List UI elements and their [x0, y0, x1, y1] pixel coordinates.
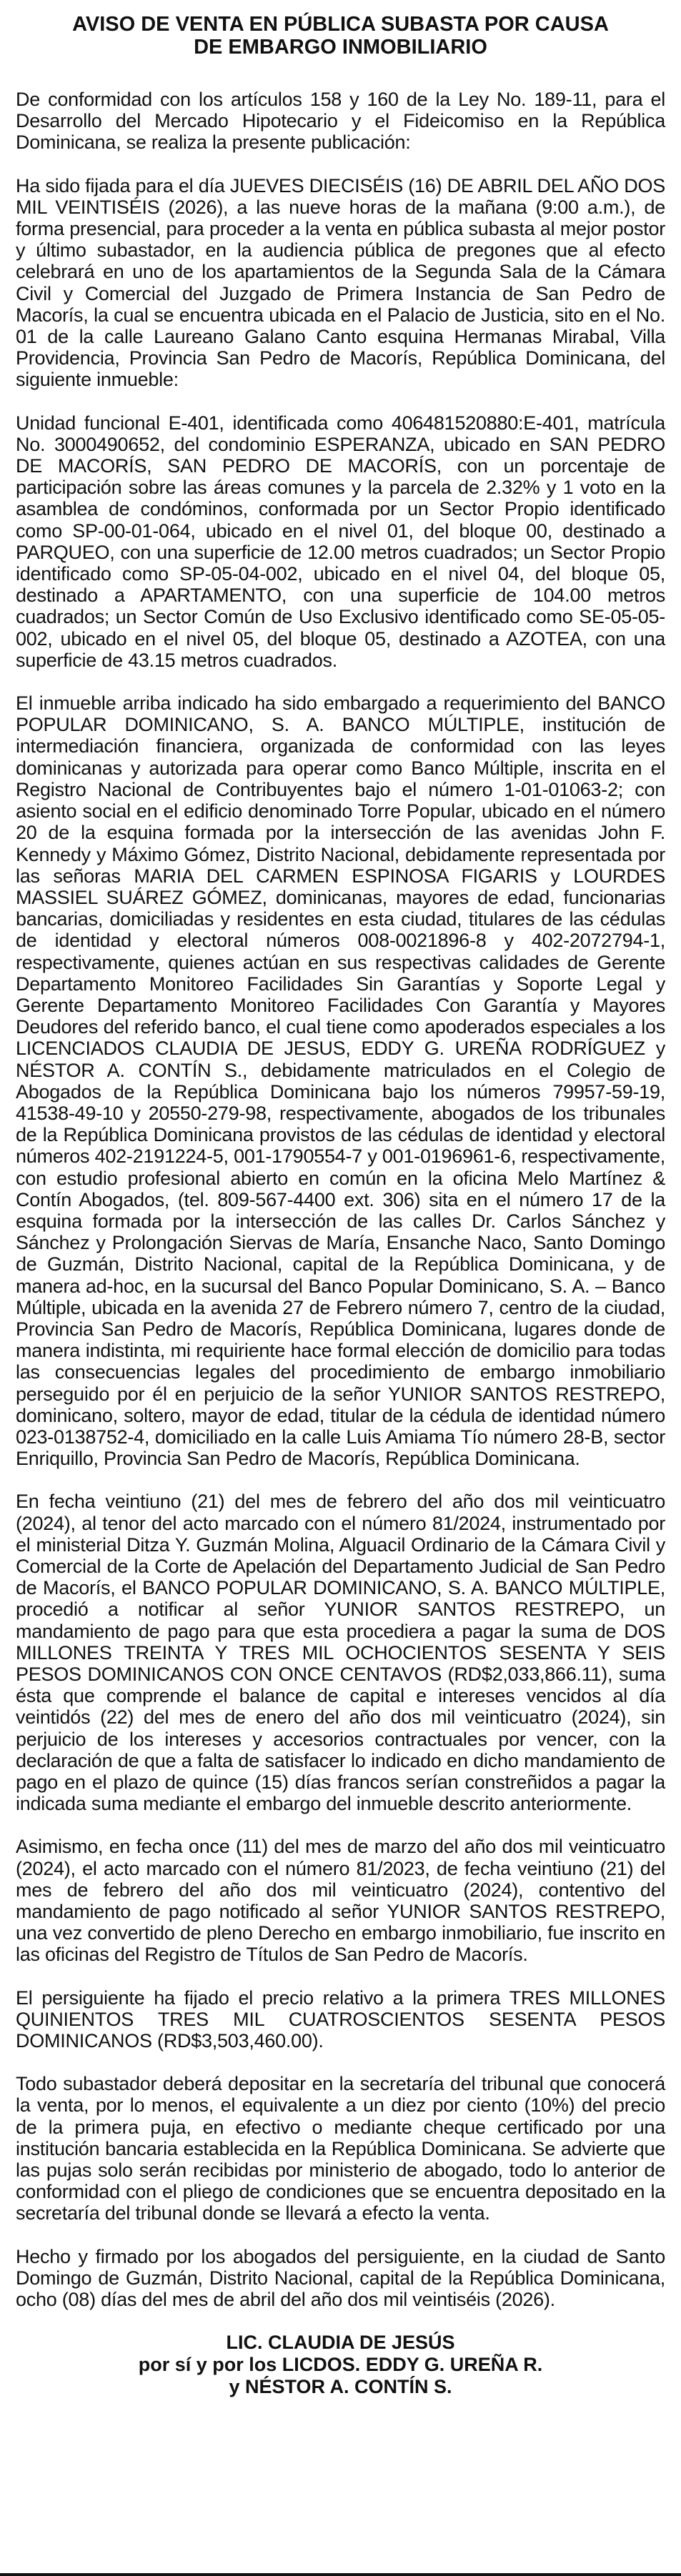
paragraph-starting-price: El persiguiente ha fijado el precio relativo a la primera TRES MILLONES QUINIENTOS TRES MIL CUATROSCIENTOS SESENTA PESOS DOMINICANOS (RD$3,503,460.00).: [16, 1986, 665, 2052]
notice-title: [16, 13, 665, 59]
paragraph-property-description: Unidad funcional E-401, identificada como 406481520880:E-401, matrícula No. 3000490652, del condominio ESPERANZA, ubicado en SAN PEDRO DE MACORÍS, SAN PEDRO DE MACORÍS, con un porcentaje de participación sobre las áreas comunes y la parcela de 2.32% y 1 voto en la asamblea de condóminos, conformada por un Sector Propio identificado como SP-00-01-064, ubicado en el nivel 01, del bloque 00, destinado a PARQUEO, con una superficie de 12.00 metros cuadrados; un Sector Propio identificado como SP-05-04-002, ubicado en el nivel 04, del bloque 05, destinado a APARTAMENTO, con una superficie de 104.00 metros cuadrados; un Sector Común de Uso Exclusivo identificado como SE-05-05-002, ubicado en el nivel 05, del bloque 05, destinado a AZOTEA, con una superficie de 43.15 metros cuadrados.: [16, 412, 665, 671]
signature-line-2: por sí y por los LICDOS. EDDY G. UREÑA R.: [138, 2354, 543, 2376]
paragraph-legal-basis: De conformidad con los artículos 158 y 160 de la Ley No. 189-11, para el Desarrollo del Mercado Hipotecario y el Fideicomiso en la República Dominicana, se realiza la presente publicación:: [16, 89, 665, 154]
signature-line-3: y NÉSTOR A. CONTÍN S.: [229, 2376, 452, 2398]
signature-line-1: LIC. CLAUDIA DE JESÚS: [226, 2332, 455, 2354]
paragraph-registration: Asimismo, en fecha once (11) del mes de marzo del año dos mil veinticuatro (2024), el acto marcado con el número 81/2023, de fecha veintiuno (21) del mes de febrero del año dos mil veinticuatro (2024), contentivo del mandamiento de pago notificado al señor YUNIOR SANTOS RESTREPO, una vez convertido de pleno Derecho en embargo inmobiliario, fue inscrito en las oficinas del Registro de Títulos de San Pedro de Macorís.: [16, 1836, 665, 1966]
notice-title-line-1: AVISO DE VENTA EN PÚBLICA SUBASTA POR CAUSA: [72, 13, 609, 36]
paragraph-auction-date: Ha sido fijada para el día JUEVES DIECISÉIS (16) DE ABRIL DEL AÑO DOS MIL VEINTISÉIS (2026), a las nueve horas de la mañana (9:00 a.m.), de forma presencial, para proceder a la venta en pública subasta al mejor postor y último subastador, en la audiencia pública de pregones que al efecto celebrará en uno de los apartamientos de la Segunda Sala de la Cámara Civil y Comercial del Juzgado de Primera Instancia de San Pedro de Macorís, la cual se encuentra ubicada en el Palacio de Justicia, sito en el No. 01 de la calle Laureano Galano Canto esquina Hermanas Mirabal, Villa Providencia, Provincia San Pedro de Macorís, República Dominicana, del siguiente inmueble:: [16, 174, 665, 391]
paragraph-signing-place-date: Hecho y firmado por los abogados del persiguiente, en la ciudad de Santo Domingo de Guzmán, Distrito Nacional, capital de la República Dominicana, ocho (08) días del mes de abril del año dos mil veintiséis (2026).: [16, 2245, 665, 2311]
paragraph-bidding-conditions: Todo subastador deberá depositar en la secretaría del tribunal que conocerá la venta, por lo menos, el equivalente a un diez por ciento (10%) del precio de la primera puja, en efectivo o mediante cheque certificado por una institución bancaria establecida en la República Dominicana. Se advierte que las pujas solo serán recibidas por ministerio de abogado, todo lo anterior de conformidad con el pliego de condiciones que se encuentra depositado en la secretaría del tribunal donde se llevará a efecto la venta.: [16, 2073, 665, 2224]
notice-title-line-2: DE EMBARGO INMOBILIARIO: [194, 36, 487, 59]
paragraph-payment-order: En fecha veintiuno (21) del mes de febrero del año dos mil veinticuatro (2024), al tenor del acto marcado con el número 81/2024, instrumentado por el ministerial Ditza Y. Guzmán Molina, Alguacil Ordinario de la Cámara Civil y Comercial de la Corte de Apelación del Departamento Judicial de San Pedro de Macorís, el BANCO POPULAR DOMINICANO, S. A. BANCO MÚLTIPLE, procedió a notificar al señor YUNIOR SANTOS RESTREPO, un mandamiento de pago para que esta procediera a pagar la suma de DOS MILLONES TREINTA Y TRES MIL OCHOCIENTOS SESENTA Y SEIS PESOS DOMINICANOS CON ONCE CENTAVOS (RD$2,033,866.11), suma ésta que comprende el balance de capital e intereses vencidos al día veintidós (22) del mes de enero del año dos mil veinticuatro (2024), sin perjuicio de los intereses y accesorios contractuales por vencer, con la declaración de que a falta de satisfacer lo indicado en dicho mandamiento de pago en el plazo de quince (15) días francos serían constreñidos a pagar la indicada suma mediante el embargo del inmueble descrito anteriormente.: [16, 1491, 665, 1815]
signature-block: [16, 2332, 665, 2398]
paragraph-creditor-details: El inmueble arriba indicado ha sido embargado a requerimiento del BANCO POPULAR DOMINICANO, S. A. BANCO MÚLTIPLE, institución de intermediación financiera, organizada de conformidad con las leyes dominicanas y autorizada para operar como Banco Múltiple, inscrita en el Registro Nacional de Contribuyentes bajo el número 1-01-01063-2; con asiento social en el edificio denominado Torre Popular, ubicado en el número 20 de la esquina formada por la intersección de las avenidas John F. Kennedy y Máximo Gómez, Distrito Nacional, debidamente representada por las señoras MARIA DEL CARMEN ESPINOSA FIGARIS y LOURDES MASSIEL SUÁREZ GÓMEZ, dominicanas, mayores de edad, funcionarias bancarias, domiciliadas y residentes en esta ciudad, titulares de las cédulas de identidad y electoral números 008-0021896-8 y 402-2072794-1, respectivamente, quienes actúan en sus respectivas calidades de Gerente Departamento Monitoreo Facilidades Sin Garantías y Soporte Legal y Gerente Departamento Monitoreo Facilidades Con Garantía y Mayores Deudores del referido banco, el cual tiene como apoderados especiales a los LICENCIADOS CLAUDIA DE JESUS, EDDY G. UREÑA RODRÍGUEZ y NÉSTOR A. CONTÍN S., debidamente matriculados en el Colegio de Abogados de la República Dominicana bajo los números 79957-59-19, 41538-49-10 y 20550-279-98, respectivamente, abogados de los tribunales de la República Dominicana provistos de las cédulas de identidad y electoral números 402-2191224-5, 001-1790554-7 y 001-0196961-6, respectivamente, con estudio profesional abierto en común en la oficina Melo Martínez & Contín Abogados, (tel. 809-567-4400 ext. 306) sita en el número 17 de la esquina formada por la intersección de las calles Dr. Carlos Sánchez y Sánchez y Prolongación Siervas de María, Ensanche Naco, Santo Domingo de Guzmán, Distrito Nacional, capital de la República Dominicana, y de manera ad-hoc, en la sucursal del Banco Popular Dominicano, S. A. – Banco Múltiple, ubicada en la avenida 27 de Febrero número 7, centro de la ciudad, Provincia San Pedro de Macorís, República Dominicana, lugares donde de manera indistinta, mi requiriente hace formal elección de domicilio para todas las consecuencias legales del procedimiento de embargo inmobiliario perseguido por él en perjuicio de la señor YUNIOR SANTOS RESTREPO, dominicano, soltero, mayor de edad, titular de la cédula de identidad número 023-0138752-4, domiciliado en la calle Luis Amiama Tío número 28-B, sector Enriquillo, Provincia San Pedro de Macorís, República Dominicana.: [16, 692, 665, 1470]
